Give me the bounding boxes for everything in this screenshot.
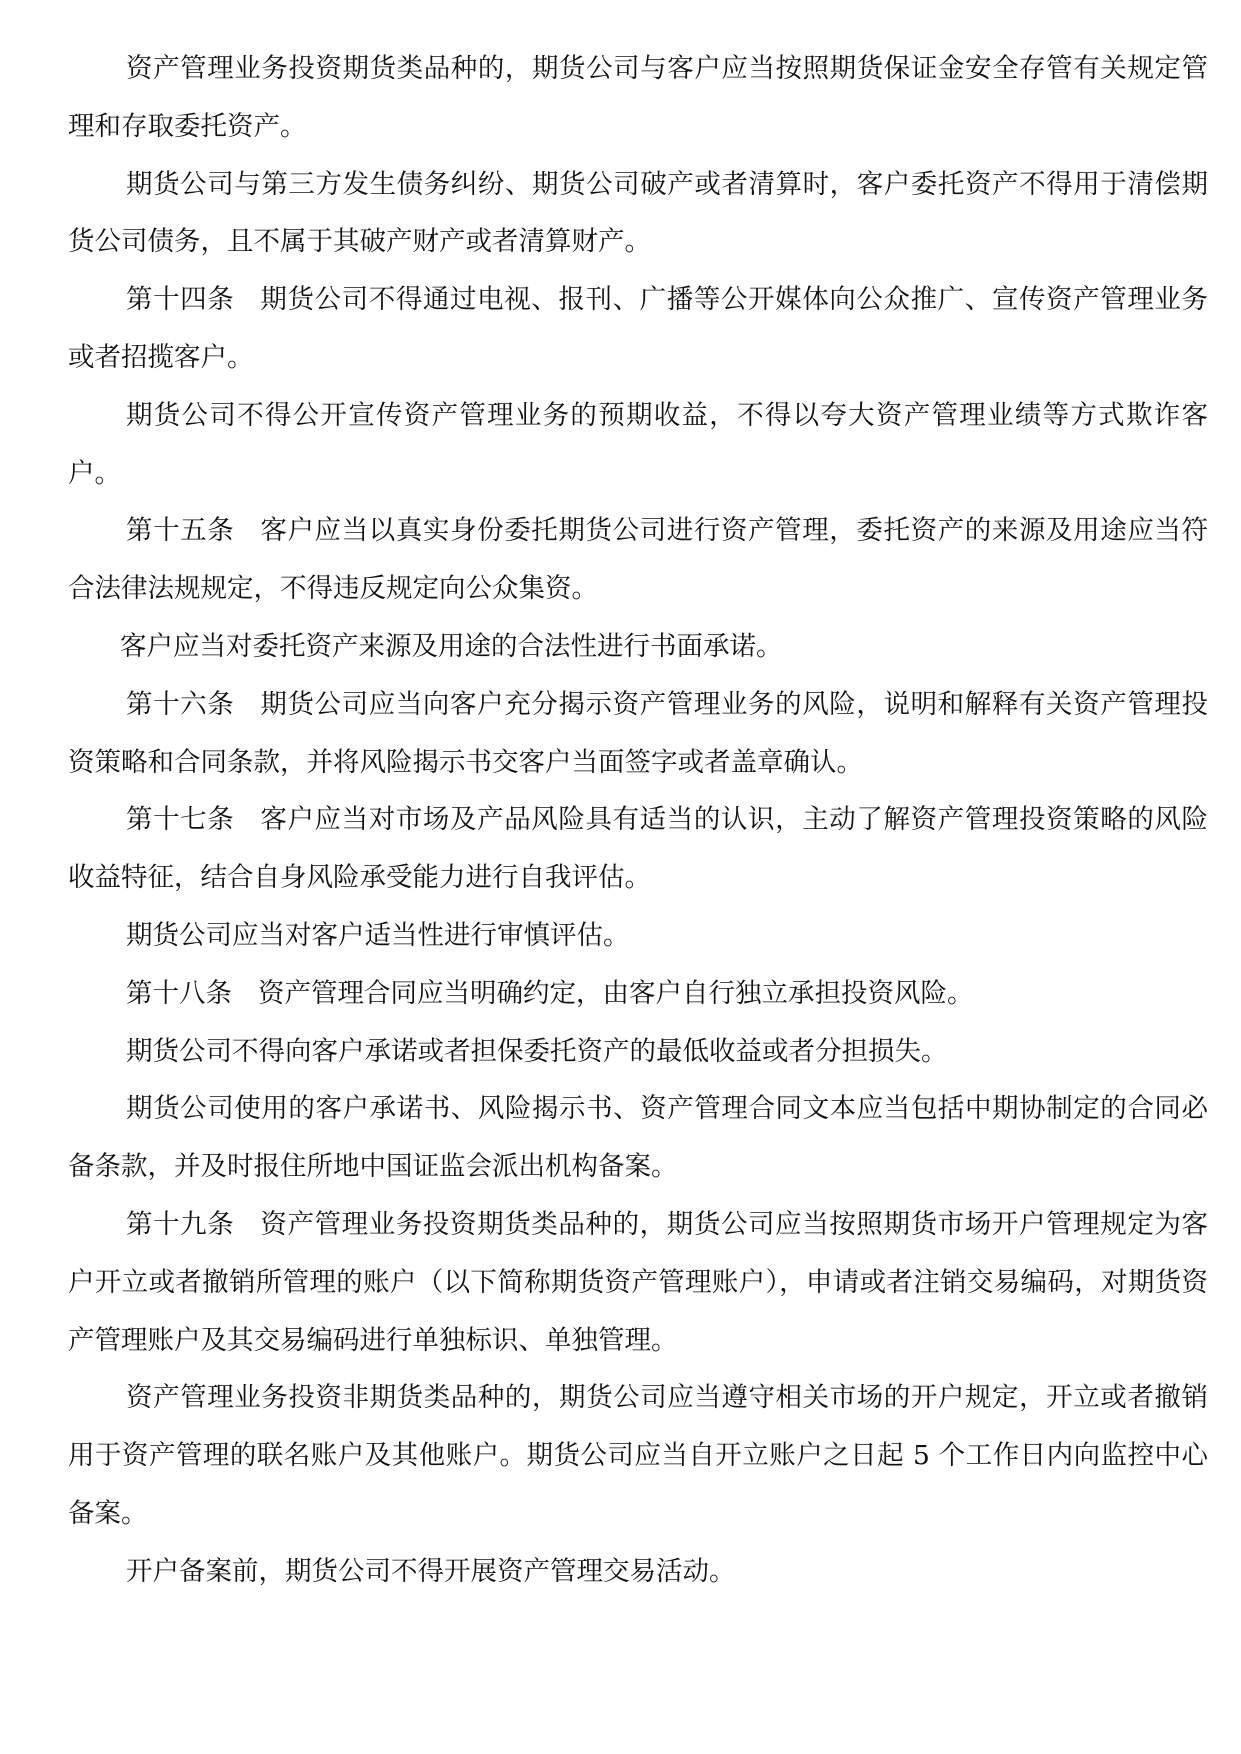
paragraph-text: 期货公司使用的客户承诺书、风险揭示书、资产管理合同文本应当包括中期协制定的合同必备条款，并及时报住所地中国证监会派出机构备案。 <box>68 1093 1208 1183</box>
paragraph-article-14 <box>68 271 1208 387</box>
article-number: 第十九条 <box>126 1208 235 1240</box>
paragraph-text: 开户备案前，期货公司不得开展资产管理交易活动。 <box>126 1555 736 1587</box>
paragraph-article-19 <box>68 1196 1208 1369</box>
document-page <box>68 40 1208 1601</box>
paragraph-text: 客户应当对市场及产品风险具有适当的认识，主动了解资产管理投资策略的风险收益特征，结合自身风险承受能力进行自我评估。 <box>68 804 1209 894</box>
paragraph-text: 期货公司与第三方发生债务纠纷、期货公司破产或者清算时，客户委托资产不得用于清偿期货公司债务，且不属于其破产财产或者清算财产。 <box>68 168 1208 258</box>
paragraph-text: 期货公司不得通过电视、报刊、广播等公开媒体向公众推广、宣传资产管理业务或者招揽客户。 <box>68 284 1209 373</box>
article-number: 第十八条 <box>126 977 232 1009</box>
article-number: 第十五条 <box>126 515 235 547</box>
article-number: 第十四条 <box>126 284 235 316</box>
paragraph-text: 客户应当以真实身份委托期货公司进行资产管理，委托资产的来源及用途应当符合法律法规规定，不得违反规定向公众集资。 <box>68 515 1209 605</box>
paragraph-text: 期货公司应当对客户适当性进行审慎评估。 <box>126 919 630 951</box>
paragraph-11 <box>68 1023 1208 1081</box>
article-number: 第十六条 <box>126 688 235 720</box>
paragraph-article-16 <box>68 676 1208 792</box>
paragraph-text: 期货公司不得公开宣传资产管理业务的预期收益，不得以夸大资产管理业绩等方式欺诈客户。 <box>68 399 1208 489</box>
paragraph-text: 资产管理业务投资非期货类品种的，期货公司应当遵守相关市场的开户规定，开立或者撤销用于资产管理的联名账户及其他账户。期货公司应当自开立账户之日起 5 个工作日内向监控中心备案。 <box>68 1382 1208 1529</box>
paragraph-text: 资产管理业务投资期货类品种的，期货公司与客户应当按照期货保证金安全存管有关规定管理和存取委托资产。 <box>68 53 1208 142</box>
article-number: 第十七条 <box>126 804 235 836</box>
paragraph-article-15 <box>68 502 1208 618</box>
paragraph-text: 期货公司不得向客户承诺或者担保委托资产的最低收益或者分担损失。 <box>126 1035 948 1067</box>
paragraph-text: 资产管理业务投资期货类品种的，期货公司应当按照期货市场开户管理规定为客户开立或者撤销所管理的账户（以下简称期货资产管理账户），申请或者注销交易编码，对期货资产管理账户及其交易编码进行单独标识、单独管理。 <box>68 1208 1209 1356</box>
paragraph-2 <box>68 156 1208 272</box>
paragraph-text: 期货公司应当向客户充分揭示资产管理业务的风险，说明和解释有关资产管理投资策略和合同条款，并将风险揭示书交客户当面签字或者盖章确认。 <box>68 688 1209 778</box>
paragraph-article-17 <box>68 791 1208 907</box>
paragraph-1 <box>68 40 1208 156</box>
paragraph-15 <box>68 1543 1208 1601</box>
paragraph-4 <box>68 387 1208 503</box>
paragraph-9 <box>68 907 1208 965</box>
paragraph-text: 客户应当对委托资产来源及用途的合法性进行书面承诺。 <box>120 630 783 662</box>
paragraph-text: 资产管理合同应当明确约定，由客户自行独立承担投资风险。 <box>258 977 974 1009</box>
paragraph-6 <box>68 618 1208 676</box>
paragraph-12 <box>68 1080 1208 1196</box>
paragraph-14 <box>68 1369 1208 1542</box>
paragraph-article-18 <box>68 965 1208 1023</box>
